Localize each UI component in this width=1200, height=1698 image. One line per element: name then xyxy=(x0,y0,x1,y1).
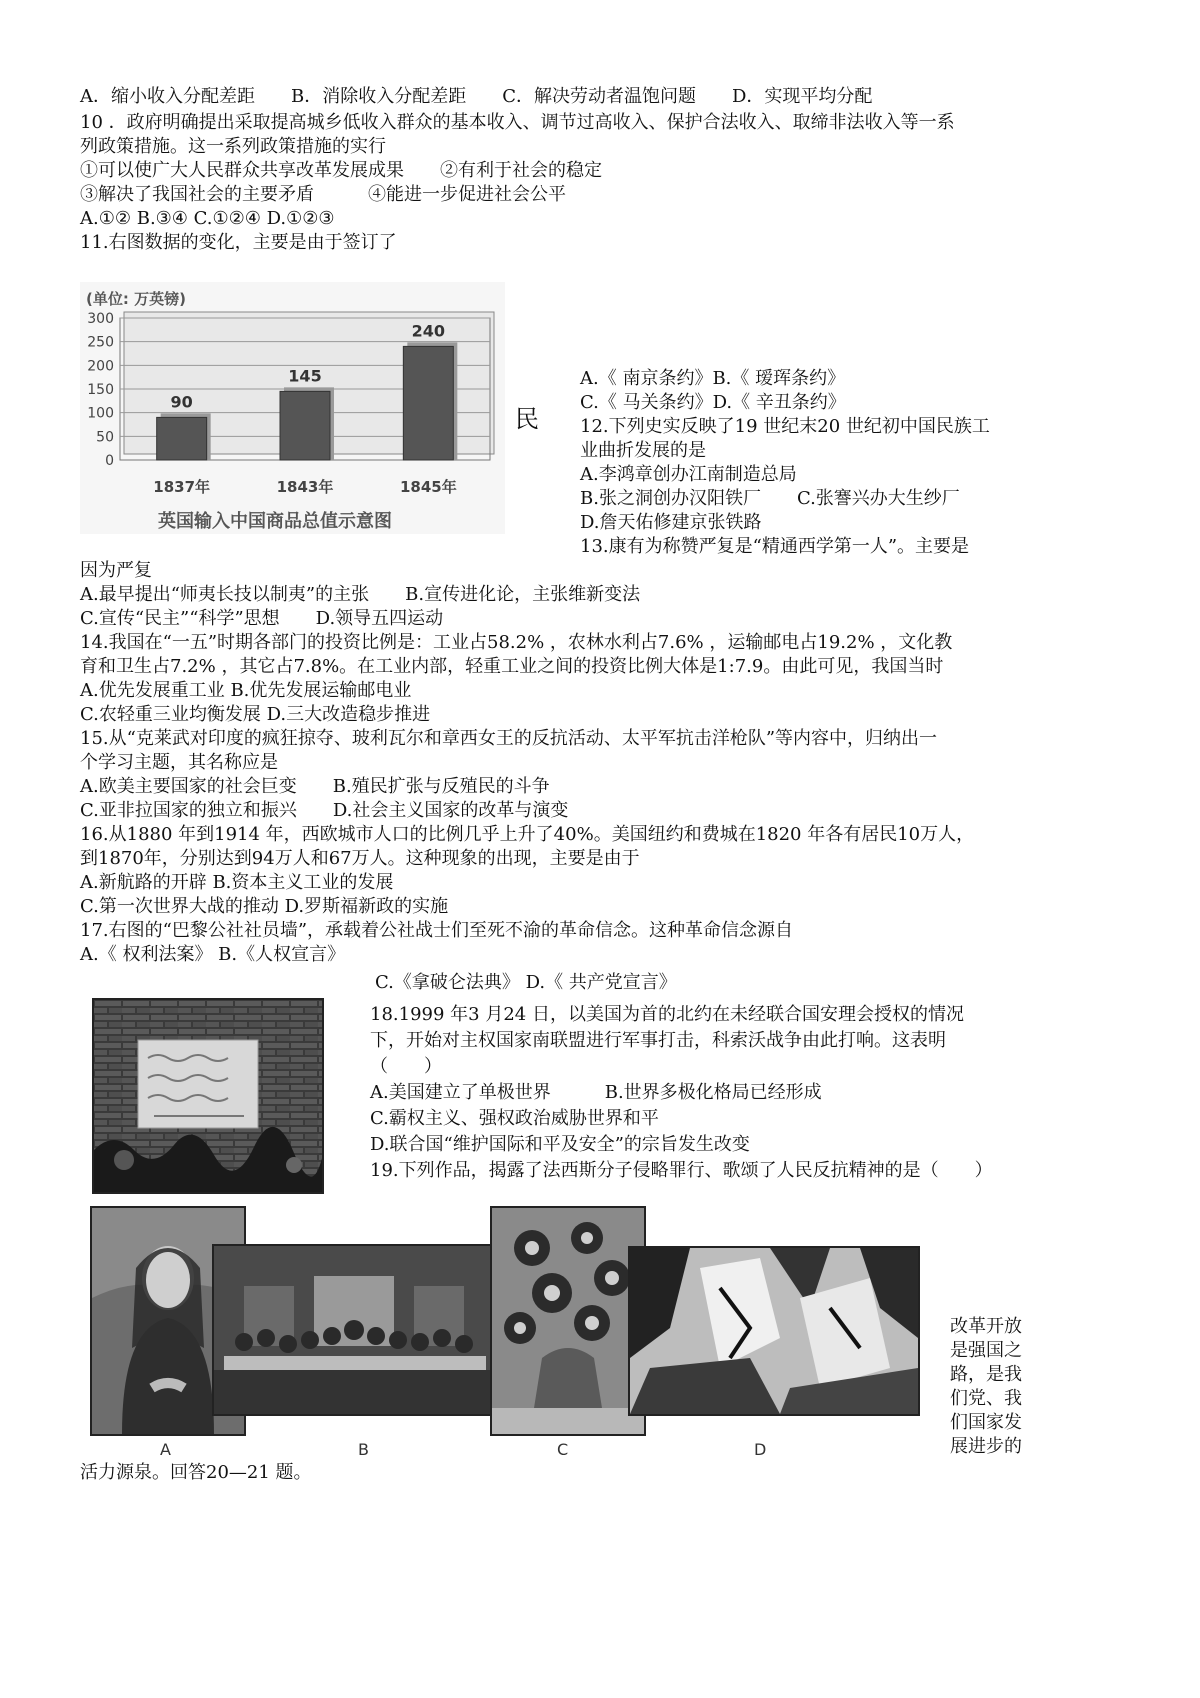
artwork-c-art xyxy=(492,1208,644,1434)
artwork-label-c: C xyxy=(557,1440,569,1459)
artwork-c-still-life xyxy=(490,1206,646,1436)
chart-title: 英国输入中国商品总值示意图 xyxy=(158,511,392,532)
chart-data-label: 90 xyxy=(170,392,193,412)
artwork-d-guernica xyxy=(628,1246,920,1416)
chart-y-tick-label: 300 xyxy=(87,311,114,327)
chart-bar xyxy=(403,346,453,460)
chart-y-tick-label: 50 xyxy=(96,429,114,446)
q14-stem-line2: 育和卫生占7.2% ，其它占7.8%。在工业内部，轻重工业之间的投资比例大体是1:7.9。由此可见，我国当时 xyxy=(80,656,944,677)
q14-options-cd: C.农轻重三业均衡发展 D.三大改造稳步推进 xyxy=(80,704,431,725)
q12-options-bc: B.张之洞创办汉阳铁厂 C.张謇兴办大生纱厂 xyxy=(580,488,960,509)
q11-options-cd: C.《 马关条约》D.《 辛丑条约》 xyxy=(580,392,846,413)
closing-side-line5: 们国家发 xyxy=(950,1412,1022,1433)
q15-stem-line2: 个学习主题，其名称应是 xyxy=(80,752,278,773)
chart-y-tick-label: 150 xyxy=(87,382,114,398)
q18-option-c: C.霸权主义、强权政治威胁世界和平 xyxy=(370,1108,659,1129)
chart-x-tick-label: 1837年 xyxy=(153,478,211,496)
chart-x-tick-label: 1843年 xyxy=(276,478,334,496)
q18-stem-line1: 18.1999 年3 月24 日，以美国为首的北约在未经联合国安理会授权的情况 xyxy=(370,1004,964,1025)
q16-options-ab: A.新航路的开辟 B.资本主义工业的发展 xyxy=(80,872,394,893)
q17-stem: 17.右图的“巴黎公社社员墙”，承载着公社战士们至死不渝的革命信念。这种革命信念源自 xyxy=(80,920,794,941)
q17-options-ab: A.《 权利法案》 B.《人权宣言》 xyxy=(80,944,346,965)
q10-options: A.①② B.③④ C.①②④ D.①②③ xyxy=(80,208,335,229)
q11-stem: 11.右图数据的变化，主要是由于签订了 xyxy=(80,232,397,253)
q15-options-ab: A.欧美主要国家的社会巨变 B.殖民扩张与反殖民的斗争 xyxy=(80,776,550,797)
stray-character: 民 xyxy=(515,405,539,433)
wall-photo-art xyxy=(94,1000,322,1192)
closing-side-line2: 是强国之 xyxy=(950,1340,1022,1361)
artwork-d-art xyxy=(630,1248,918,1414)
artwork-label-a: A xyxy=(160,1440,171,1459)
chart-data-label: 145 xyxy=(288,366,322,386)
chart-svg xyxy=(80,282,505,534)
closing-side-line1: 改革开放 xyxy=(950,1316,1022,1337)
chart-y-tick-label: 200 xyxy=(87,358,114,375)
q12-option-d: D.詹天佑修建京张铁路 xyxy=(580,512,762,533)
q18-stem-line2: 下，开始对主权国家南联盟进行军事打击，科索沃战争由此打响。这表明 xyxy=(370,1030,946,1051)
closing-last-line: 活力源泉。回答20—21 题。 xyxy=(80,1462,312,1483)
chart-y-tick-label: 100 xyxy=(87,405,114,422)
q18-option-d: D.联合国“维护国际和平及安全”的宗旨发生改变 xyxy=(370,1134,750,1155)
q13-stem-line2: 因为严复 xyxy=(80,560,152,581)
q10-stem-line1: 10 ．政府明确提出采取提高城乡低收入群众的基本收入、调节过高收入、保护合法收入、取缔非法收入等一系 xyxy=(80,112,955,133)
closing-side-line6: 展进步的 xyxy=(950,1436,1022,1457)
q13-options-cd: C.宣传“民主”“科学”思想 D.领导五四运动 xyxy=(80,608,444,629)
q10-stem-line2: 列政策措施。这一系列政策措施的实行 xyxy=(80,136,386,157)
chart-data-label: 240 xyxy=(411,321,446,341)
chart-bar xyxy=(157,417,207,460)
artwork-b-mural xyxy=(212,1244,498,1416)
q12-stem-line1: 12.下列史实反映了19 世纪末20 世纪初中国民族工 xyxy=(580,416,990,437)
chart-bar xyxy=(280,391,330,460)
artwork-label-b: B xyxy=(358,1440,369,1459)
paris-commune-wall-photo xyxy=(92,998,324,1194)
artwork-b-art xyxy=(214,1246,496,1414)
q14-options-ab: A.优先发展重工业 B.优先发展运输邮电业 xyxy=(80,680,412,701)
q10-items-line1: ①可以使广大人民群众共享改革发展成果 ②有利于社会的稳定 xyxy=(80,160,602,181)
q10-items-line2: ③解决了我国社会的主要矛盾 ④能进一步促进社会公平 xyxy=(80,184,566,205)
q14-stem-line1: 14.我国在“一五”时期各部门的投资比例是：工业占58.2% ，农林水利占7.6% ，运输邮电占19.2% ，文化教 xyxy=(80,632,953,653)
q18-answer-blank: （ ） xyxy=(370,1056,442,1077)
closing-side-line4: 们党、我 xyxy=(950,1388,1022,1409)
chart-y-tick-label: 250 xyxy=(87,334,114,351)
q16-stem-line2: 到1870年，分别达到94万人和67万人。这种现象的出现，主要是由于 xyxy=(80,848,640,869)
q13-options-ab: A.最早提出“师夷长技以制夷”的主张 B.宣传进化论，主张维新变法 xyxy=(80,584,641,605)
q15-stem-line1: 15.从“克莱武对印度的疯狂掠夺、玻利瓦尔和章西女王的反抗活动、太平军抗击洋枪队”等内容中，归纳出一 xyxy=(80,728,938,749)
q17-options-cd: C.《拿破仑法典》 D.《 共产党宣言》 xyxy=(375,972,677,993)
q16-stem-line1: 16.从1880 年到1914 年，西欧城市人口的比例几乎上升了40%。美国纽约和费城在1820 年各有居民10万人， xyxy=(80,824,975,845)
q11-options-ab: A.《 南京条约》B.《 瑷珲条约》 xyxy=(580,368,846,389)
q12-stem-line2: 业曲折发展的是 xyxy=(580,440,706,461)
closing-side-line3: 路，是我 xyxy=(950,1364,1022,1385)
artwork-label-d: D xyxy=(754,1440,767,1459)
q15-options-cd: C.亚非拉国家的独立和振兴 D.社会主义国家的改革与演变 xyxy=(80,800,569,821)
q19-stem: 19.下列作品，揭露了法西斯分子侵略罪行、歌颂了人民反抗精神的是（ ） xyxy=(370,1160,993,1181)
q16-options-cd: C.第一次世界大战的推动 D.罗斯福新政的实施 xyxy=(80,896,449,917)
chart-unit-label: (单位: 万英镑) xyxy=(86,290,186,308)
q13-stem-line1: 13.康有为称赞严复是“精通西学第一人”。主要是 xyxy=(580,536,970,557)
q12-option-a: A.李鸿章创办江南制造总局 xyxy=(580,464,797,485)
chart-y-tick-label: 0 xyxy=(105,453,114,469)
trade-bar-chart xyxy=(80,282,505,534)
q18-options-ab: A.美国建立了单极世界 B.世界多极化格局已经形成 xyxy=(370,1082,822,1103)
q9-options: A．缩小收入分配差距 B．消除收入分配差距 C．解决劳动者温饱问题 D．实现平均分配 xyxy=(80,86,873,107)
chart-x-tick-label: 1845年 xyxy=(399,478,457,496)
